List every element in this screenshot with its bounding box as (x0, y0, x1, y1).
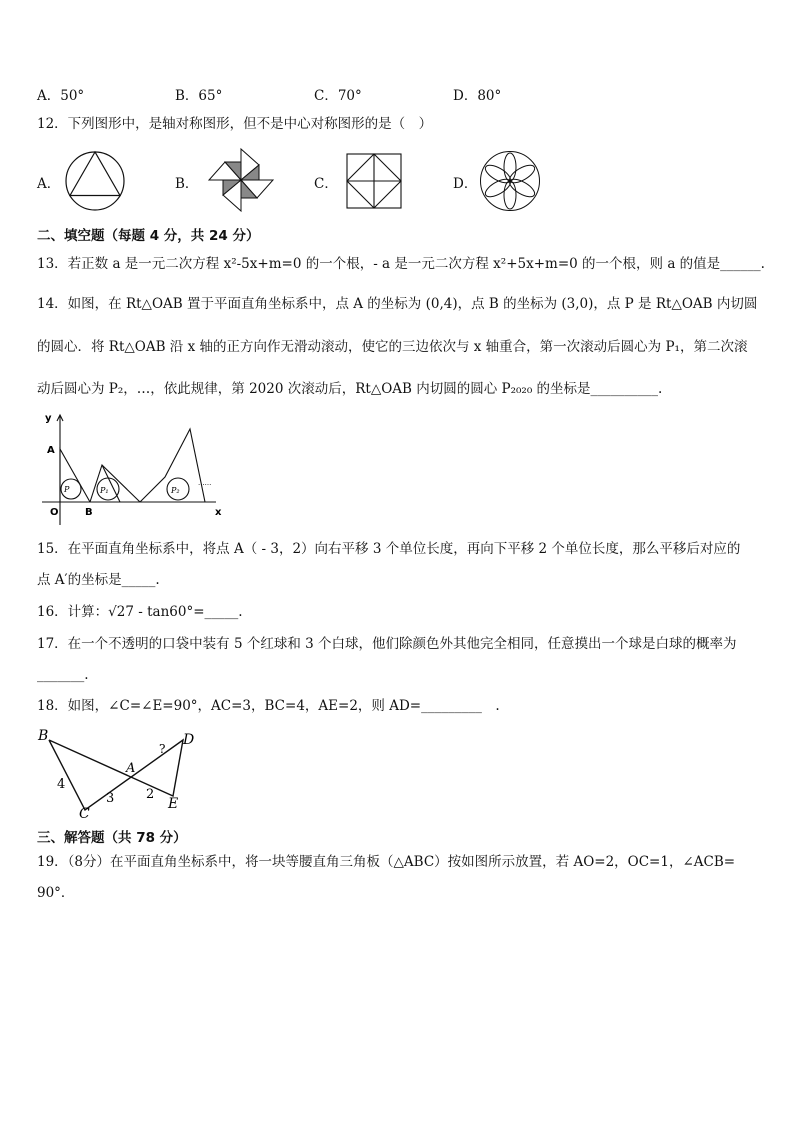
fig18-label-d: D (183, 732, 195, 748)
fig18-label-b: B (38, 728, 49, 744)
rolling-triangle-figure (40, 405, 230, 530)
fig18-label-4: 4 (57, 777, 66, 792)
q17-line2: _______. (37, 667, 89, 683)
circle-triangle-figure (63, 150, 127, 212)
section-heading-solutions: 三、解答题（共 78 分） (37, 830, 187, 846)
q12-label-b: B． (175, 176, 199, 192)
q11-option-c: C．70° (314, 88, 362, 104)
fig14-label-p: P (64, 485, 70, 494)
fig18-label-2: 2 (146, 787, 155, 802)
q14-line1: 14．如图，在 Rt△OAB 置于平面直角坐标系中，点 A 的坐标为 (0,4)，点 B 的坐标为 (3,0)，点 P 是 Rt△OAB 内切圆 (37, 296, 758, 312)
fig14-label-b: B (85, 507, 93, 518)
q11-option-d: D．80° (453, 88, 502, 104)
fig18-label-e: E (168, 796, 179, 812)
fig18-label-3: 3 (106, 791, 115, 806)
pinwheel-figure (207, 147, 275, 213)
fig18-label-q: ? (159, 742, 166, 756)
fig14-label-y: y (45, 413, 52, 424)
fig14-label-x: x (215, 507, 222, 518)
q11-option-b: B．65° (175, 88, 223, 104)
q12-label-c: C． (314, 176, 338, 192)
q13-text: 13．若正数 a 是一元二次方程 x²-5x+m=0 的一个根，- a 是一元二次方程 x²+5x+m=0 的一个根，则 a 的值是______. (37, 256, 765, 272)
q12-label-d: D． (453, 176, 478, 192)
q15-line2: 点 A′的坐标是_____. (37, 572, 160, 588)
square-diamond-figure (346, 153, 402, 209)
q19-line2: 90°． (37, 885, 75, 901)
q15-line1: 15．在平面直角坐标系中，将点 A（ - 3，2）向右平移 3 个单位长度，再向下平移 2 个单位长度，那么平移后对应的 (37, 541, 741, 557)
crossing-triangles-figure (35, 724, 205, 820)
fig14-label-p1: P₁ (100, 486, 109, 495)
flower-circle-figure (479, 150, 541, 212)
q14-line3: 动后圆心为 P₂，…，依此规律，第 2020 次滚动后，Rt△OAB 内切圆的圆心 P₂₀₂₀ 的坐标是__________. (37, 381, 663, 397)
q18-text: 18．如图，∠C=∠E=90°，AC=3，BC=4，AE=2，则 AD=_________ . (37, 698, 500, 714)
fig14-dots: ······ (198, 481, 212, 489)
q19-line1: 19．（8分）在平面直角坐标系中，将一块等腰直角三角板（△ABC）按如图所示放置，若 AO=2，OC=1，∠ACB= (37, 854, 736, 870)
section-heading-fill-in: 二、填空题（每题 4 分，共 24 分） (37, 228, 260, 244)
q12-stem: 12．下列图形中，是轴对称图形，但不是中心对称图形的是（ ） (37, 116, 433, 132)
fig14-label-p2: P₂ (171, 486, 180, 495)
q12-label-a: A． (37, 176, 61, 192)
q16-text: 16．计算：√27 - tan60°=_____. (37, 604, 243, 620)
fig18-label-a: A (126, 761, 136, 776)
fig14-label-a: A (47, 445, 55, 456)
q11-option-a: A．50° (37, 88, 85, 104)
q17-line1: 17．在一个不透明的口袋中装有 5 个红球和 3 个白球，他们除颜色外其他完全相同，任意摸出一个球是白球的概率为 (37, 636, 737, 652)
fig18-label-c: C (79, 806, 90, 822)
q14-line2: 的圆心．将 Rt△OAB 沿 x 轴的正方向作无滑动滚动，使它的三边依次与 x 轴重合，第一次滚动后圆心为 P₁，第二次滚 (37, 339, 748, 355)
fig14-label-o: O (50, 507, 59, 518)
